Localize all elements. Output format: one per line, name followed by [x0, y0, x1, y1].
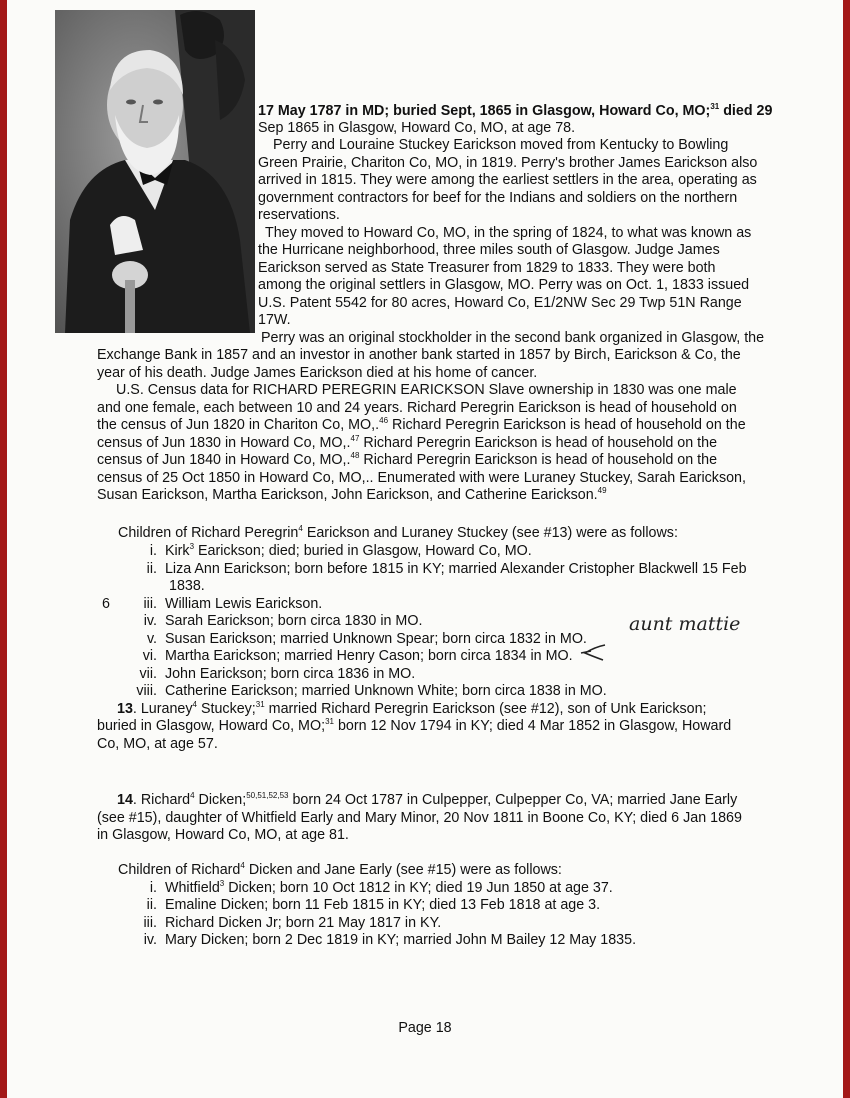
- list-item-continuation: 1838.: [169, 578, 205, 594]
- document-page: [7, 0, 843, 1098]
- entry-13-line: Co, MO, at age 57.: [97, 736, 218, 752]
- text-segment: Children of Richard Peregrin: [118, 525, 299, 541]
- portrait-illustration: [55, 10, 255, 333]
- children-heading: [118, 862, 562, 879]
- list-number: iii.: [143, 596, 157, 612]
- text-segment: 17 May 1787 in MD; buried Sept, 1865 in Glasgow, Howard Co, MO;: [258, 103, 711, 119]
- generation-sup: 4: [240, 861, 245, 871]
- text-line: [258, 103, 772, 120]
- handwritten-note: aunt mattie: [629, 613, 741, 635]
- footnote-ref: 50,51,52,53: [246, 791, 289, 801]
- text-segment: the census of Jun 1820 in Chariton Co, MO,.: [97, 417, 380, 433]
- text-line: government contractors for beef for the Indians and soldiers on the northern: [258, 190, 738, 206]
- text-segment: census of Jun 1830 in Howard Co, MO,.: [97, 435, 351, 451]
- text-segment: Liza Ann Earickson; born before 1815 in KY; married Alexander Cristopher Blackwell 15 Feb: [164, 561, 747, 577]
- text-segment: Richard Peregrin Earickson is head of household on the: [388, 417, 746, 433]
- text-line: year of his death. Judge James Earickson died at his home of cancer.: [97, 365, 538, 381]
- footnote-ref: 31: [325, 717, 334, 727]
- text-segment: Dicken and Jane Early (see #15) were as follows:: [244, 862, 562, 878]
- text-line: [97, 435, 717, 452]
- footnote-ref: 46: [379, 416, 389, 426]
- text-line: Exchange Bank in 1857 and an investor in another bank started in 1857 by Birch, Earickson & Co, the: [97, 347, 741, 363]
- text-line: Green Prairie, Chariton Co, MO, in 1819. Perry's brother James Earickson also: [258, 155, 758, 171]
- list-item: [127, 631, 587, 648]
- text-segment: Dicken; born 10 Oct 1812 in KY; died 19 Jun 1850 at age 37.: [224, 880, 613, 896]
- entry-13-line: [97, 718, 731, 735]
- list-item: [127, 561, 747, 578]
- list-item: [127, 683, 607, 700]
- text-segment: William Lewis Earickson.: [164, 596, 323, 612]
- footnote-ref: 49: [597, 486, 607, 496]
- text-segment: Whitfield: [164, 880, 220, 896]
- text-segment: Earickson and Luraney Stuckey (see #13) were as follows:: [302, 525, 678, 541]
- entry-number: 14: [117, 792, 133, 808]
- text-segment: buried in Glasgow, Howard Co, MO;: [97, 718, 326, 734]
- text-line: Sep 1865 in Glasgow, Howard Co, MO, at age 78.: [258, 120, 576, 136]
- list-number: viii.: [136, 683, 157, 699]
- text-segment: Mary Dicken; born 2 Dec 1819 in KY; married John M Bailey 12 May 1835.: [164, 932, 637, 948]
- generation-sup: 3: [189, 542, 195, 552]
- text-segment: born 24 Oct 1787 in Culpepper, Culpepper Co, VA; married Jane Early: [288, 792, 738, 808]
- list-item: [127, 543, 532, 560]
- list-item: [127, 915, 441, 932]
- list-number: vi.: [142, 648, 157, 664]
- text-segment: Sarah Earickson; born circa 1830 in MO.: [164, 613, 423, 629]
- text-line: arrived in 1815. They were among the earliest settlers in the area, operating as: [258, 172, 757, 188]
- generation-sup: 4: [298, 524, 303, 534]
- text-line: Perry and Louraine Stuckey Earickson moved from Kentucky to Bowling: [273, 137, 729, 153]
- text-segment: died 29: [719, 103, 773, 119]
- generation-sup: 3: [219, 879, 225, 889]
- text-segment: born 12 Nov 1794 in KY; died 4 Mar 1852 in Glasgow, Howard: [333, 718, 732, 734]
- text-segment: John Earickson; born circa 1836 in MO.: [164, 666, 416, 682]
- text-line: Earickson served as State Treasurer from 1829 to 1833. They were both: [258, 260, 716, 276]
- footnote-ref: 31: [710, 102, 720, 112]
- text-segment: Richard Peregrin Earickson is head of household on the: [359, 452, 718, 468]
- text-segment: Susan Earickson; married Unknown Spear; born circa 1832 in MO.: [164, 631, 587, 647]
- text-segment: Dicken;: [194, 792, 247, 808]
- text-segment: Martha Earickson; married Henry Cason; born circa 1834 in MO.: [164, 648, 573, 664]
- footnote-ref: 48: [350, 451, 360, 461]
- text-segment: Earickson; died; buried in Glasgow, Howard Co, MO.: [194, 543, 532, 559]
- list-number: vii.: [139, 666, 157, 682]
- list-number: ii.: [146, 897, 157, 913]
- footnote-ref: 31: [255, 700, 265, 710]
- text-segment: Richard Dicken Jr; born 21 May 1817 in KY.: [164, 915, 442, 931]
- text-line: and one female, each between 10 and 24 years. Richard Peregrin Earickson is head of household on: [97, 400, 737, 416]
- text-segment: Stuckey;: [196, 701, 256, 717]
- list-item: [127, 666, 415, 683]
- text-line: Perry was an original stockholder in the second bank organized in Glasgow, the: [261, 330, 765, 346]
- children-heading: [118, 525, 678, 542]
- text-line: U.S. Patent 5542 for 80 acres, Howard Co, E1/2NW Sec 29 Twp 51N Range: [258, 295, 742, 311]
- list-number: iv.: [143, 613, 157, 629]
- list-item: [127, 932, 636, 949]
- text-line: [97, 452, 717, 469]
- text-segment: Susan Earickson, Martha Earickson, John Earickson, and Catherine Earickson.: [97, 487, 598, 503]
- text-segment: . Richard: [132, 792, 191, 808]
- text-segment: married Richard Peregrin Earickson (see #12), son of Unk Earickson;: [264, 701, 707, 717]
- entry-14-line: in Glasgow, Howard Co, MO, at age 81.: [97, 827, 349, 843]
- list-item: [127, 596, 322, 613]
- text-segment: Catherine Earickson; married Unknown White; born circa 1838 in MO.: [164, 683, 607, 699]
- entry-14-line: (see #15), daughter of Whitfield Early and Mary Minor, 20 Nov 1811 in Boone Co, KY; died 6 Jan 1869: [97, 810, 742, 826]
- text-segment: census of Jun 1840 in Howard Co, MO,.: [97, 452, 351, 468]
- generation-sup: 4: [190, 791, 195, 801]
- text-line: reservations.: [258, 207, 340, 223]
- text-segment: Kirk: [164, 543, 190, 559]
- list-number: i.: [149, 543, 157, 559]
- text-segment: Emaline Dicken; born 11 Feb 1815 in KY; died 13 Feb 1818 at age 3.: [164, 897, 601, 913]
- list-number: ii.: [146, 561, 157, 577]
- text-line: [97, 487, 607, 504]
- entry-number: 13: [117, 701, 133, 717]
- list-item: [127, 880, 613, 897]
- list-item: [127, 897, 600, 914]
- list-number: i.: [149, 880, 157, 896]
- text-segment: Richard Peregrin Earickson is head of household on the: [359, 435, 718, 451]
- text-line: They moved to Howard Co, MO, in the spring of 1824, to what was known as: [265, 225, 752, 241]
- text-line: 17W.: [258, 312, 291, 328]
- margin-number: 6: [102, 596, 110, 612]
- list-number: iii.: [143, 915, 157, 931]
- list-number: iv.: [143, 932, 157, 948]
- list-item: [127, 613, 422, 630]
- list-item: [127, 648, 573, 665]
- text-line: U.S. Census data for RICHARD PEREGRIN EARICKSON Slave ownership in 1830 was one male: [116, 382, 737, 398]
- page-number: Page 18: [398, 1020, 452, 1036]
- entry-13-line: [117, 701, 707, 718]
- text-line: among the original settlers in Glasgow, MO. Perry was on Oct. 1, 1833 issued: [258, 277, 750, 293]
- text-line: census of 25 Oct 1850 in Howard Co, MO,.. Enumerated with were Luraney Stuckey, Sarah Earickson,: [97, 470, 746, 486]
- text-segment: Children of Richard: [118, 862, 241, 878]
- text-line: the Hurricane neighborhood, three miles south of Glasgow. Judge James: [258, 242, 720, 258]
- text-segment: . Luraney: [132, 701, 193, 717]
- generation-sup: 4: [192, 700, 197, 710]
- list-number: v.: [146, 631, 157, 647]
- footnote-ref: 47: [350, 434, 360, 444]
- entry-14-line: [117, 792, 737, 809]
- text-line: [97, 417, 746, 434]
- portrait-photo: [55, 10, 255, 333]
- handwritten-arrow-icon: [577, 642, 607, 664]
